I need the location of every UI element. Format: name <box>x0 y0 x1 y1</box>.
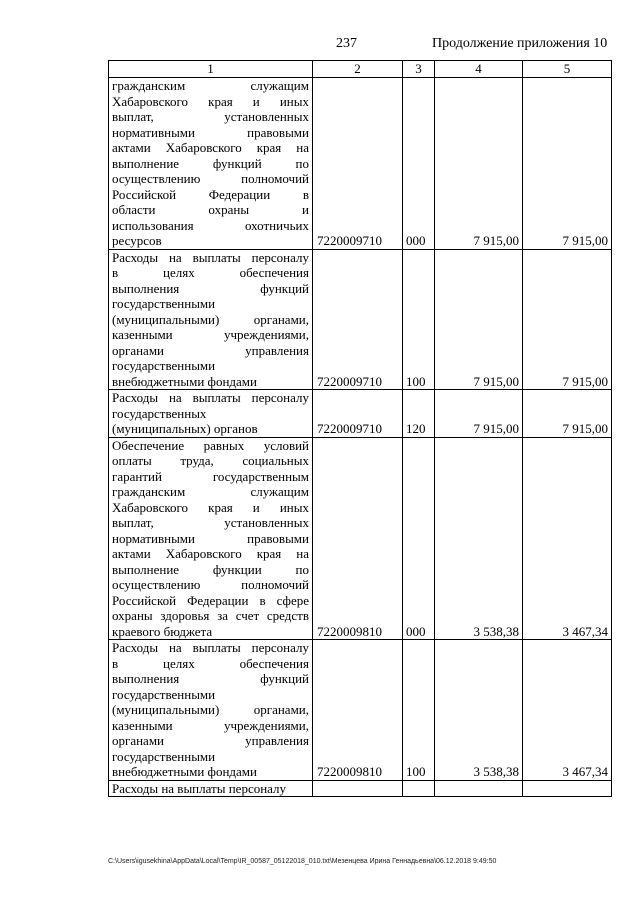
expense-type-code: 000 <box>403 78 435 250</box>
expense-name-line: ресурсов <box>112 233 162 248</box>
expense-type-code: 100 <box>403 249 435 390</box>
expense-name <box>109 390 313 438</box>
expense-name-line: в целях обеспечения <box>112 265 309 280</box>
expense-name-line: гарантий государственным <box>112 468 309 484</box>
amount-year-1: 7 915,00 <box>435 78 523 250</box>
amount-year-2: 3 467,34 <box>523 437 612 640</box>
expense-name-line: (муниципальных) органов <box>112 421 258 436</box>
amount-year-1: 3 538,38 <box>435 640 523 781</box>
expense-name-line: актами Хабаровского края на <box>112 546 309 561</box>
expense-name-line: краевого бюджета <box>112 623 213 639</box>
expense-name <box>109 780 313 797</box>
column-header-3: 3 <box>403 61 435 78</box>
amount-year-1 <box>435 780 523 797</box>
page-header <box>0 36 640 58</box>
table-row <box>109 640 612 781</box>
expense-name-line: выплат, установленных <box>112 109 309 124</box>
expense-name-line: оплаты труда, социальных <box>112 453 309 468</box>
expense-name-line: в целях обеспечения <box>112 655 309 671</box>
expense-name-line: гражданским служащим <box>112 484 309 499</box>
expense-name-line: государственными <box>112 358 216 373</box>
column-header-1: 1 <box>109 61 313 78</box>
target-article-code: 7220009810 <box>313 437 403 640</box>
expense-name <box>109 249 313 390</box>
amount-year-1: 7 915,00 <box>435 390 523 438</box>
expense-name-line: охраны здоровья за счет средств <box>112 608 309 623</box>
expense-name-line: выполнения функций <box>112 280 309 296</box>
continuation-label: Продолжение приложения 10 <box>432 36 608 51</box>
page-number: 237 <box>336 36 357 51</box>
target-article-code <box>313 780 403 797</box>
amount-year-2 <box>523 780 612 797</box>
expense-name <box>109 437 313 640</box>
table-row <box>109 78 612 250</box>
expense-name-line: осуществлению полномочий <box>112 171 309 186</box>
column-number-row <box>109 61 612 78</box>
expense-name-line: (муниципальными) органами, <box>112 311 309 327</box>
expense-name-line: внебюджетными фондами <box>112 764 257 779</box>
expense-name-line: Обеспечение равных условий <box>112 437 309 453</box>
expense-name-line: Расходы на выплаты персоналу <box>112 249 309 265</box>
expense-name-line: гражданским служащим <box>112 78 309 93</box>
expense-name-line: государственных <box>112 405 207 421</box>
expense-type-code: 000 <box>403 437 435 640</box>
expense-name-line: выполнение функции по <box>112 561 309 577</box>
expense-name-line: государственными <box>112 686 216 702</box>
amount-year-2: 3 467,34 <box>523 640 612 781</box>
expense-name-line: государственными <box>112 296 216 311</box>
expense-name-line: нормативными правовыми <box>112 124 309 140</box>
column-header-5: 5 <box>523 61 612 78</box>
expense-name-line: области охраны и <box>112 202 309 217</box>
target-article-code: 7220009710 <box>313 249 403 390</box>
table-row <box>109 437 612 640</box>
expense-name-line: Расходы на выплаты персоналу <box>112 780 287 796</box>
budget-table <box>108 60 612 797</box>
expense-name-line: использования охотничьих <box>112 217 309 233</box>
expense-name-line: нормативными правовыми <box>112 530 309 546</box>
expense-name-line: внебюджетными фондами <box>112 373 257 389</box>
expense-name-line: выполнение функций по <box>112 155 309 171</box>
expense-name-line: государственными <box>112 748 216 764</box>
expense-name-line: органами управления <box>112 733 309 748</box>
expense-name-line: Расходы на выплаты персоналу <box>112 640 309 655</box>
expense-name-line: органами управления <box>112 342 309 358</box>
expense-type-code: 100 <box>403 640 435 781</box>
amount-year-2: 7 915,00 <box>523 249 612 390</box>
expense-name-line: казенными учреждениями, <box>112 717 309 733</box>
expense-name-line: Российской Федерации в <box>112 186 309 202</box>
expense-type-code: 120 <box>403 390 435 438</box>
target-article-code: 7220009710 <box>313 78 403 250</box>
expense-name-line: выполнения функций <box>112 671 309 686</box>
amount-year-2: 7 915,00 <box>523 78 612 250</box>
target-article-code: 7220009710 <box>313 390 403 438</box>
expense-name-line: казенными учреждениями, <box>112 327 309 342</box>
target-article-code: 7220009810 <box>313 640 403 781</box>
table-row <box>109 249 612 390</box>
expense-name-line: Хабаровского края и иных <box>112 499 309 515</box>
expense-name-line: Расходы на выплаты персоналу <box>112 390 309 405</box>
expense-name-line: Хабаровского края и иных <box>112 93 309 109</box>
table-row <box>109 390 612 438</box>
expense-name-line: выплат, установленных <box>112 515 309 530</box>
table-row <box>109 780 612 797</box>
amount-year-1: 3 538,38 <box>435 437 523 640</box>
expense-name <box>109 640 313 781</box>
expense-name-line: актами Хабаровского края на <box>112 140 309 155</box>
expense-name-line: осуществлению полномочий <box>112 577 309 592</box>
column-header-2: 2 <box>313 61 403 78</box>
amount-year-1: 7 915,00 <box>435 249 523 390</box>
expense-type-code <box>403 780 435 797</box>
file-path-footer: C:\Users\igusekhina\AppData\Local\Temp\IR_00587_05122018_010.txt\Мезенцева Ирина Геннадьевна\06.12.2018 9:49:50 <box>108 858 497 865</box>
expense-name-line: Российской Федерации в сфере <box>112 592 309 608</box>
expense-name-line: (муниципальными) органами, <box>112 702 309 717</box>
column-header-4: 4 <box>435 61 523 78</box>
amount-year-2: 7 915,00 <box>523 390 612 438</box>
expense-name <box>109 78 313 250</box>
